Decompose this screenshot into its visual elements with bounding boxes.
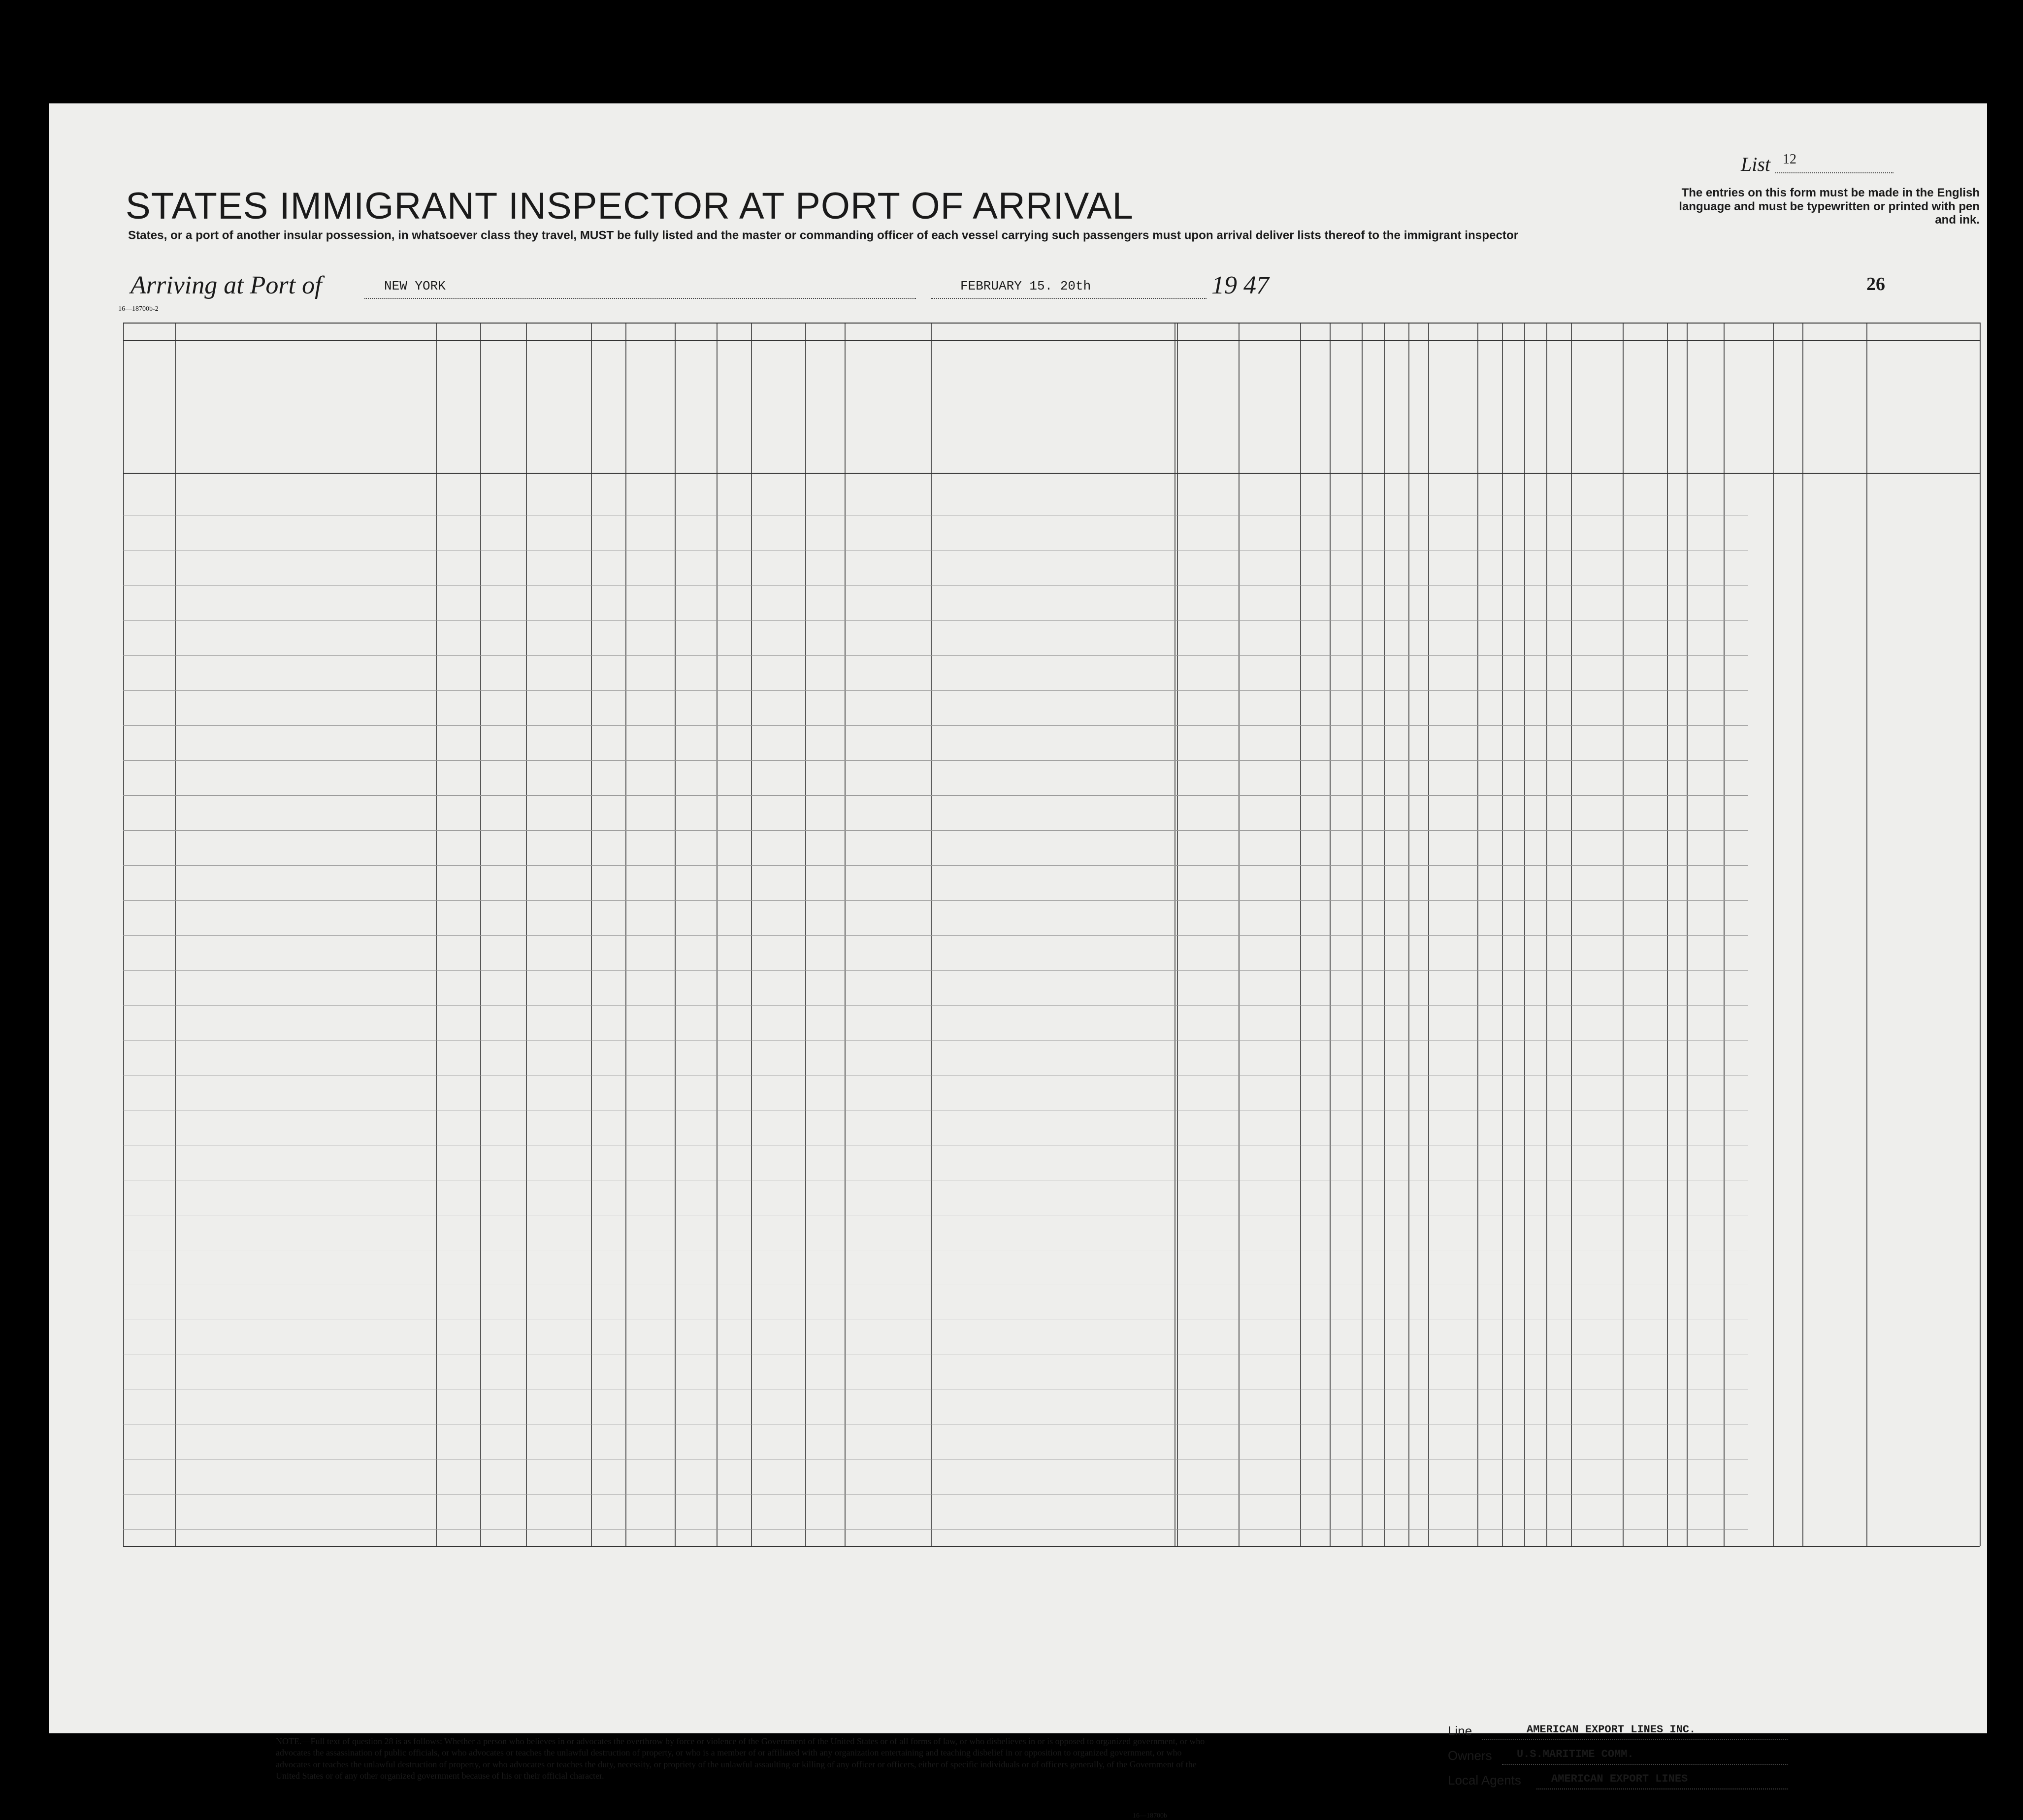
ship-owners: U.S.MARITIME COMM.	[1517, 1748, 1634, 1760]
row-divider	[123, 725, 1748, 726]
line-label: Line	[1448, 1723, 1472, 1738]
column-divider	[1571, 323, 1572, 1546]
column-divider	[1177, 323, 1178, 1546]
column-number-rule	[123, 340, 1980, 341]
column-divider	[1239, 323, 1240, 1546]
form-title: STATES IMMIGRANT INSPECTOR AT PORT OF ARRIVAL	[126, 185, 1134, 227]
column-divider	[526, 323, 527, 1546]
column-divider	[625, 323, 626, 1546]
row-divider	[123, 830, 1748, 831]
local-agents: AMERICAN EXPORT LINES	[1551, 1773, 1688, 1785]
column-divider	[1980, 323, 1981, 1546]
list-label: List	[1741, 153, 1771, 175]
row-divider	[123, 1529, 1748, 1530]
column-divider	[123, 323, 124, 1546]
column-divider	[1687, 323, 1688, 1546]
column-divider	[1866, 323, 1867, 1546]
column-divider	[1362, 323, 1363, 1546]
column-divider	[436, 323, 437, 1546]
column-divider	[845, 323, 846, 1546]
row-divider	[123, 585, 1748, 586]
column-divider	[1623, 323, 1624, 1546]
row-divider	[123, 690, 1748, 691]
column-divider	[1546, 323, 1547, 1546]
page-number: 26	[1866, 274, 1885, 294]
row-divider	[123, 620, 1748, 621]
column-divider	[1667, 323, 1668, 1546]
column-divider	[805, 323, 806, 1546]
arriving-port-label: Arriving at Port of	[131, 271, 322, 299]
row-divider	[123, 900, 1748, 901]
column-divider	[480, 323, 481, 1546]
row-divider	[123, 795, 1748, 796]
column-divider	[1300, 323, 1301, 1546]
column-divider	[1502, 323, 1503, 1546]
arrival-year: 19 47	[1211, 271, 1269, 299]
column-divider	[1384, 323, 1385, 1546]
column-divider	[1724, 323, 1725, 1546]
column-divider	[175, 323, 176, 1546]
shipping-line: AMERICAN EXPORT LINES INC.	[1527, 1723, 1696, 1736]
row-divider	[123, 655, 1748, 656]
list-number: 12	[1783, 152, 1796, 167]
column-divider	[931, 323, 932, 1546]
language-instruction: The entries on this form must be made in the English language and must be typewritten or printed with pen and ink.	[1679, 186, 1980, 227]
form-subtitle: States, or a port of another insular possession, in whatsoever class they travel, MUST be fully listed and the master or commanding officer of each vessel carrying such passengers must upon arrival deliver lists thereof to the immigrant inspector	[128, 228, 1519, 242]
row-divider	[123, 760, 1748, 761]
column-divider	[1428, 323, 1429, 1546]
column-divider	[717, 323, 718, 1546]
column-divider	[1477, 323, 1478, 1546]
local-agents-label: Local Agents	[1448, 1773, 1521, 1788]
owners-label: Owners	[1448, 1748, 1492, 1763]
column-divider	[1802, 323, 1803, 1546]
arrival-port: NEW YORK	[384, 279, 446, 293]
row-divider	[123, 970, 1748, 971]
row-divider	[123, 865, 1748, 866]
arrival-date: FEBRUARY 15. 20th	[960, 279, 1091, 293]
row-divider	[123, 935, 1748, 936]
column-divider	[1330, 323, 1331, 1546]
column-divider	[1524, 323, 1525, 1546]
column-divider	[1408, 323, 1409, 1546]
column-divider	[591, 323, 592, 1546]
table-top-border	[123, 323, 1980, 324]
row-divider	[123, 1005, 1748, 1006]
footer-form-code: 16—18700b	[1133, 1812, 1167, 1820]
form-number: 16—18700b-2	[118, 305, 159, 313]
manifest-sheet	[49, 103, 1987, 1820]
question-28-note: NOTE.—Full text of question 28 is as follows: Whether a person who believes in or advocates the overthrow by force or violence of the Government of the United States or of all forms of law, or who disbelieves in or is opposed to organized government, or who advocates the assassination of public officials, or who advocates or teaches the unlawful destruction of property, or who is a member of or affiliated with any organization entertaining and teaching disbelief in or opposition to organized government, or who advocates or teaches the unlawful destruction of property, or who advocates or teaches the duty, necessity, or propriety of the unlawful assaulting or killing of any officer or officers, either of specific individuals or of officers generally, of the Government of the United States or of any other organized government because of his or their official character.	[276, 1736, 1205, 1781]
column-divider	[1773, 323, 1774, 1546]
column-divider	[675, 323, 676, 1546]
column-divider	[751, 323, 752, 1546]
header-bottom-border	[123, 473, 1980, 474]
table-bottom-border	[123, 1546, 1980, 1547]
